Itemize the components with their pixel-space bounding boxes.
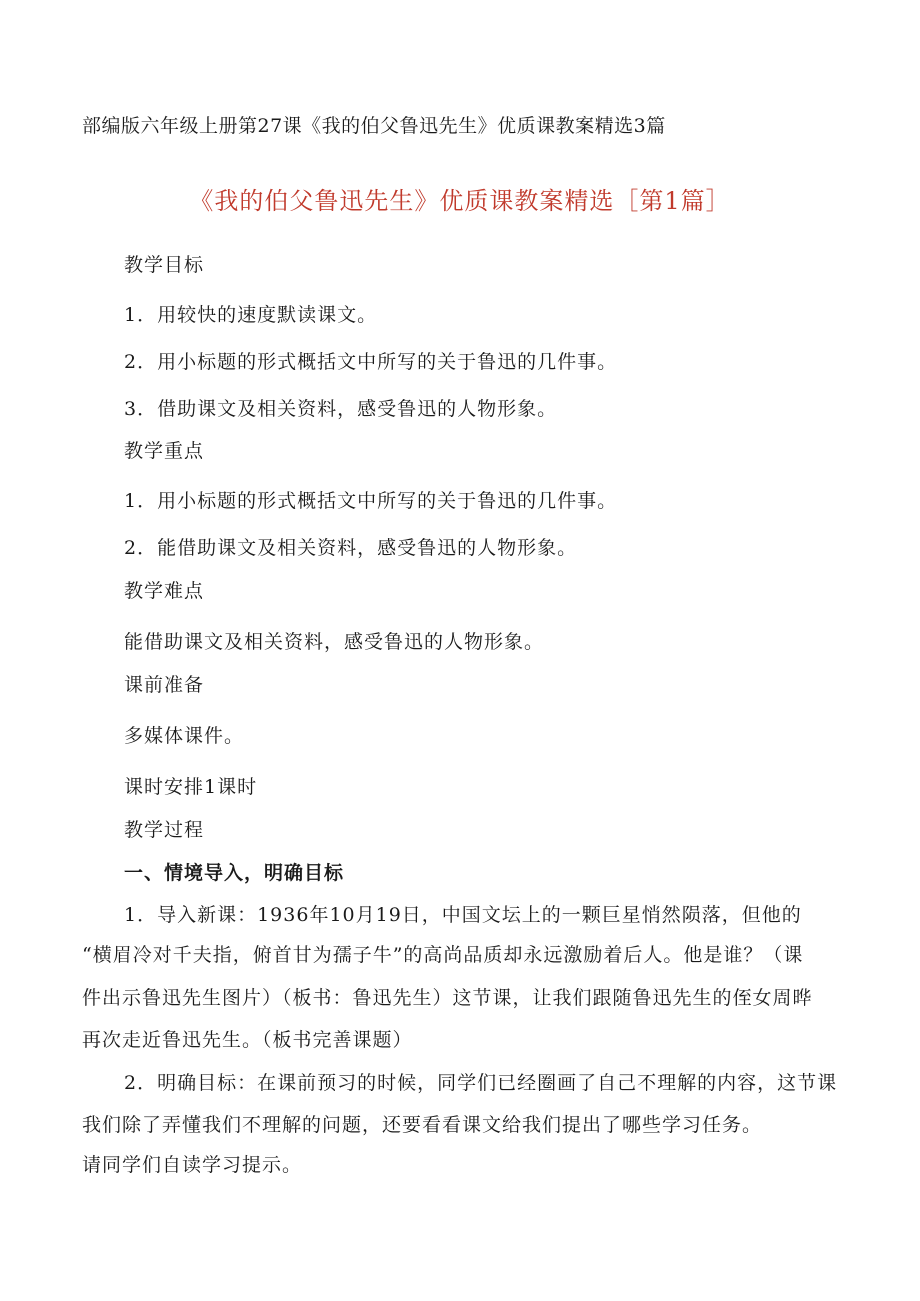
step-one-line: “横眉冷对千夫指，俯首甘为孺子牛”的高尚品质却永远激励着后人。他是谁？（课 [82, 944, 804, 966]
step-one-line: 件出示鲁迅先生图片）（板书：鲁迅先生）这节课，让我们跟随鲁迅先生的侄女周晔 [82, 987, 813, 1009]
objective-item: 2．用小标题的形式概括文中所写的关于鲁迅的几件事。 [124, 351, 618, 373]
difficulty-heading: 教学难点 [124, 580, 205, 602]
key-point-item: 2．能借助课文及相关资料，感受鲁迅的人物形象。 [124, 537, 578, 559]
difficulty-text: 能借助课文及相关资料，感受鲁迅的人物形象。 [124, 631, 545, 653]
document-title: 《我的伯父鲁迅先生》优质课教案精选［第1篇］ [189, 187, 731, 215]
schedule-text: 课时安排1课时 [124, 776, 258, 798]
section-one-heading: 一、情境导入，明确目标 [124, 862, 345, 884]
key-points-heading: 教学重点 [124, 440, 205, 462]
process-heading: 教学过程 [124, 819, 205, 841]
objectives-heading: 教学目标 [124, 254, 205, 276]
objective-item: 3．借助课文及相关资料，感受鲁迅的人物形象。 [124, 398, 558, 420]
step-two-line: 2．明确目标：在课前预习的时候，同学们已经圈画了自己不理解的内容，这节课 [124, 1072, 838, 1094]
step-one-line: 1．导入新课：1936年10月19日，中国文坛上的一颗巨星悄然陨落，但他的 [124, 904, 802, 926]
step-two-line: 我们除了弄懂我们不理解的问题，还要看看课文给我们提出了哪些学习任务。 [82, 1114, 763, 1136]
objective-item: 1．用较快的速度默读课文。 [124, 304, 378, 326]
step-two-line: 请同学们自读学习提示。 [82, 1154, 303, 1176]
prep-text: 多媒体课件。 [124, 725, 245, 747]
prep-heading: 课前准备 [124, 674, 205, 696]
document-header: 部编版六年级上册第27课《我的伯父鲁迅先生》优质课教案精选3篇 [82, 115, 666, 137]
step-one-line: 再次走近鲁迅先生。（板书完善课题） [82, 1029, 413, 1051]
key-point-item: 1．用小标题的形式概括文中所写的关于鲁迅的几件事。 [124, 490, 618, 512]
